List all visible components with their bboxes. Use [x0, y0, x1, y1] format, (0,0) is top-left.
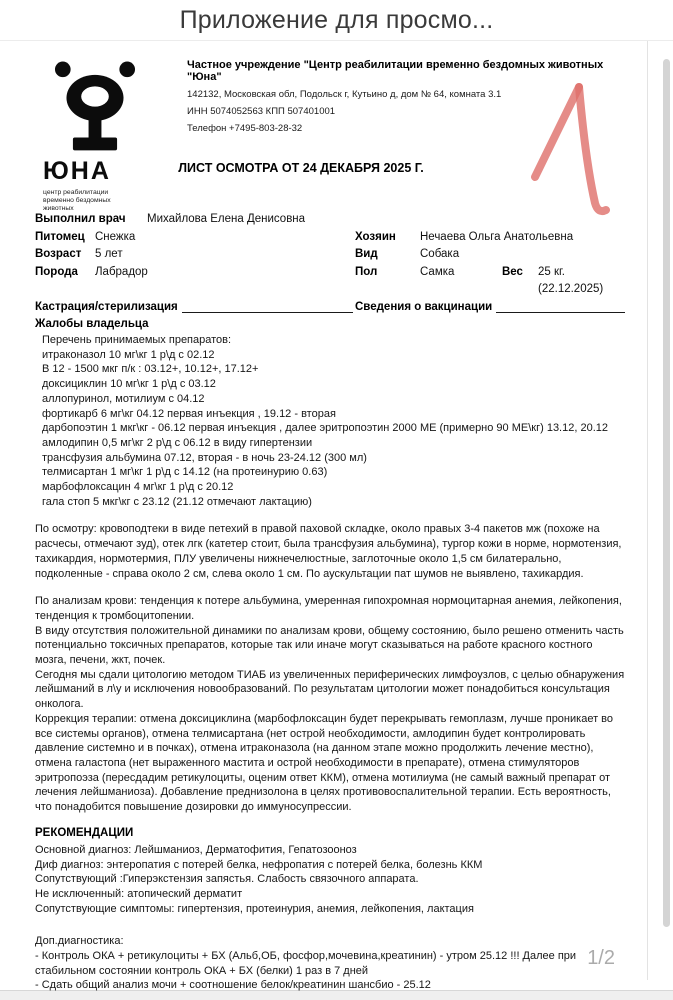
diagnostics-heading: Доп.диагностика:: [35, 935, 124, 948]
org-inn: ИНН 5074052563 КПП 507401001: [187, 106, 336, 117]
medication-item: гала стоп 5 мкг\кг с 23.12 (21.12 отмечают лактацию): [42, 495, 312, 508]
app-title-bar: [0, 0, 673, 41]
age-label: Возраст: [35, 248, 82, 260]
species-value: Собака: [420, 248, 460, 260]
medication-item: марбофлоксацин 4 мг\кг 1 р\д с 20.12: [42, 481, 234, 494]
species-label: Вид: [355, 248, 378, 260]
clinic-logo-tagline: [43, 189, 167, 214]
document-title: ЛИСТ ОСМОТРА ОТ 24 ДЕКАБРЯ 2025 Г.: [178, 161, 424, 175]
recommendation-line: Основной диагноз: Лейшманиоз, Дерматофития, Гепатозооноз: [35, 843, 357, 856]
vaccination-label: Сведения о вакцинации: [355, 300, 493, 313]
medication-item: дарбопоэтин 1 мкг\кг - 06.12 первая инъекция , далее эритропоэтин 2000 МЕ (примерно 90 МЕ\кг) 13.12, 20.12: [42, 422, 608, 435]
clinic-logo-icon: [49, 61, 141, 155]
doctor-label: Выполнил врач: [35, 213, 126, 225]
page-indicator: 1/2: [587, 947, 615, 969]
org-address: 142132, Московская обл, Подольск г, Кутьино д, дом № 64, комната 3.1: [187, 89, 502, 100]
document-viewer: [0, 41, 673, 990]
doctor-value: Михайлова Елена Денисовна: [147, 213, 306, 225]
breed-value: Лабрадор: [95, 265, 148, 278]
handwritten-page-mark: [521, 73, 613, 235]
info-row-age-species: [35, 246, 627, 264]
owner-label: Хозяин: [355, 230, 396, 243]
document-header: [35, 55, 627, 213]
weight-value: 25 кг. (22.12.2025): [538, 265, 604, 295]
castration-blank-line: [182, 299, 353, 314]
diagnostics-line: - Сдать общий анализ мочи + соотношение белок/креатинин шансбио - 25.12: [35, 979, 431, 992]
diagnostics-section: [35, 934, 627, 993]
diagnostics-line: - Контроль ОКА + ретикулоциты + БХ (Альб,ОБ, фосфор,мочевина,креатинин) - утром 25.12 !!! Далее при стабильном состоянии контроль ОКА + БХ (белки) 1 раз в 7 дней: [35, 950, 577, 977]
recommendation-line: Сопутствующий :Гиперэкстензия запястья. Слабость связочного аппарата.: [35, 873, 419, 886]
recommendations-heading: РЕКОМЕНДАЦИИ: [35, 826, 134, 839]
medications-list: [35, 333, 627, 509]
pet-label: Питомец: [35, 230, 85, 243]
breed-label: Порода: [35, 265, 78, 278]
medication-item: телмисартан 1 мг\кг 1 р\д с 14.12 (на протеинурию 0.63): [42, 466, 328, 479]
medications-intro: Перечень принимаемых препаратов:: [42, 334, 232, 346]
vaccination-blank-line: [496, 299, 625, 314]
scrollbar[interactable]: [663, 59, 671, 970]
logo-tagline-line: животных: [43, 205, 74, 213]
scrollbar-thumb[interactable]: [663, 59, 670, 927]
medication-item: амлодипин 0,5 мг\кг 2 р\д с 06.12 в виду гипертензии: [42, 436, 313, 449]
recommendations-section: [35, 825, 627, 917]
owner-value: Нечаева Ольга Анатольевна: [420, 230, 574, 243]
recommendation-line: Сопутствующие симптомы: гипертензия, протеинурия, анемия, лейкопения, лактация: [35, 902, 474, 915]
recommendation-line: Диф диагноз: энтеропатия с потерей белка, нефропатия с потерей белка, болезнь ККМ: [35, 858, 483, 871]
info-row-castration-vaccination: [35, 299, 627, 317]
org-name: Частное учреждение "Центр реабилитации временно бездомных животных "Юна": [187, 59, 604, 83]
info-row-breed-sex-weight: [35, 264, 627, 299]
medication-item: трансфузия альбумина 07.12, вторая - в ночь 23-24.12 (300 мл): [42, 451, 367, 464]
decision-paragraph: В виду отсутствия положительной динамики по анализам крови, общему состоянию, было решено отменить часть потенциально токсичных препаратов, которые так или иначе могут сказываться на работе красного костного мозга, печени, жкт, почек.: [35, 624, 624, 667]
medication-item: фортикарб 6 мг\кг 04.12 первая инъекция , 19.12 - вторая: [42, 407, 336, 420]
clinic-logo-name: ЮНА: [43, 157, 111, 185]
age-value: 5 лет: [95, 248, 123, 260]
sex-value: Самка: [420, 265, 455, 278]
complaints-heading: Жалобы владельца: [35, 318, 149, 330]
medication-item: доксициклин 10 мг\кг 1 р\д с 03.12: [42, 378, 216, 391]
exam-paragraph: По осмотру: кровоподтеки в виде петехий в правой паховой складке, около правых 3-4 пакетов мж (похоже на расчесы, отмечают зуд), отек лгк (катетер стоит, была трансфузия альбумина), тургор кожи в норме, нормотензия, тахикардия, нормотермия, ПЛУ увеличены нижнечелюстные, заглоточные около 1,5 см билатерально, подколенные - справа около 2 см, слева около 1 см. По аускультации пат шумов не выявлено, тахикардия.: [35, 523, 622, 580]
document-page[interactable]: [0, 41, 648, 992]
logo-tagline-line: временно бездомных: [43, 197, 111, 205]
medication-item: аллопуринол, мотилиум с 04.12: [42, 392, 205, 405]
sex-label: Пол: [355, 265, 378, 278]
therapy-paragraph: Коррекция терапии: отмена доксициклина (марбофлоксацин будет перекрывать гемоплазм, лучше проникает во все системы органов), отмена телмисартана (нет острой необходимости, амлодипин будет контролировать давление системно и в почках), отмена итраконазола (на данном этапе можно продолжить лечение местно), отмена галастопа (нет выраженного мастита и острой необходимости в препарате), отмена стимуляторов эритропоэза (пересдадим ретикулоциты, оценим ответ ККМ), отмена мотилиума (не самый важный препарат от лечения лейшманиоза). Добавление преднизолона в целях противовоспалительной терапии. Есть вероятность, что понадобится повышение дозировки до иммуносупрессии.: [35, 712, 613, 814]
app-title: Приложение для просмо...: [179, 5, 494, 34]
pet-value: Снежка: [95, 230, 136, 243]
medication-item: итраконазол 10 мг\кг 1 р\д с 02.12: [42, 348, 215, 361]
org-phone: Телефон +7495-803-28-32: [187, 123, 303, 134]
weight-label: Вес: [502, 265, 523, 278]
castration-label: Кастрация/стерилизация: [35, 300, 178, 313]
blood-paragraph: По анализам крови: тенденция к потере альбумина, умеренная гипохромная нормоцитарная анемия, лейкопения, тенденция к тромбоцитопении.: [35, 595, 622, 622]
clinic-logo: [43, 61, 167, 214]
medication-item: В 12 - 1500 мкг п/к : 03.12+, 10.12+, 17.12+: [42, 363, 259, 376]
logo-tagline-line: центр реабилитации: [43, 189, 109, 196]
recommendation-line: Не исключенный: атопический дерматит: [35, 887, 243, 900]
cytology-paragraph: Сегодня мы сдали цитологию методом ТИАБ из увеличенных периферических лимфоузлов, с целью обнаружения лейшманий в л\у и исключения новообразований. По результатам цитологии может понадобиться консультация онколога.: [35, 668, 625, 711]
